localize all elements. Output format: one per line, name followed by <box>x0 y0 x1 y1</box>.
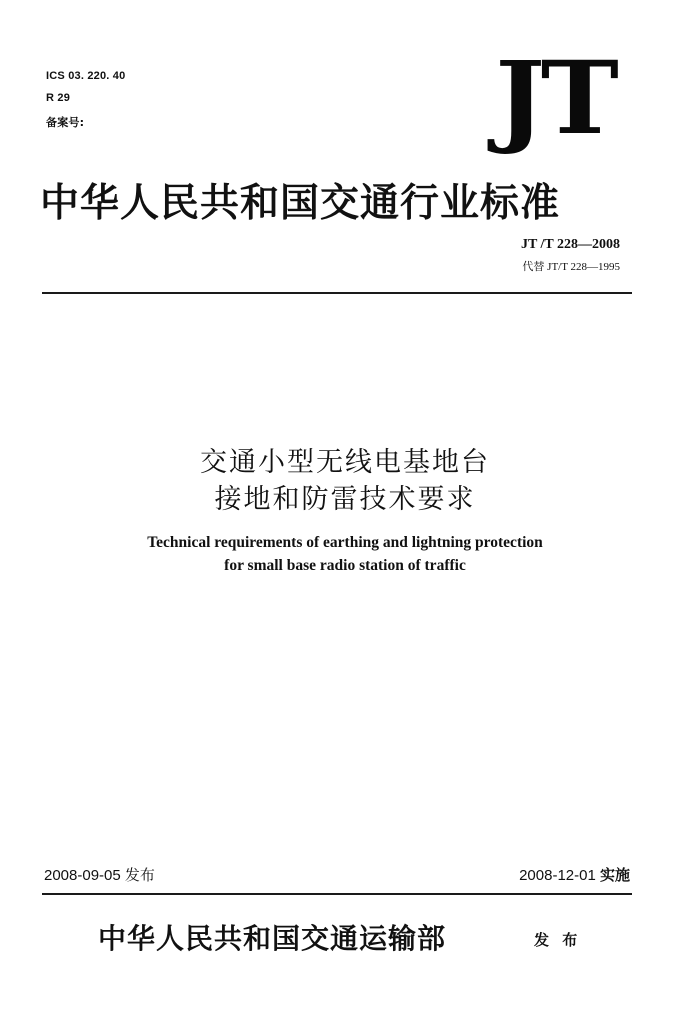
header-title: 中华人民共和国交通行业标准 <box>40 180 561 226</box>
bottom-divider <box>42 893 632 895</box>
title-zh-line2: 接地和防雷技术要求 <box>214 484 476 515</box>
issue-date-value: 2008-09-05 <box>44 867 121 884</box>
issue-label: 发布 <box>124 866 155 884</box>
ics-code: ICS 03. 220. 40 <box>46 70 126 82</box>
top-divider <box>42 292 632 294</box>
implement-date-value: 2008-12-01 <box>519 867 596 884</box>
issue-date <box>44 864 155 885</box>
title-en-line2: for small base radio station of traffic <box>224 557 466 574</box>
record-number-label: 备案号: <box>46 116 85 129</box>
standard-number: JT /T 228—2008 <box>520 237 620 252</box>
title-en-line1: Technical requirements of earthing and lightning protection <box>147 534 543 551</box>
publish-label: 发 布 <box>534 931 582 949</box>
implement-label: 实施 <box>599 866 630 884</box>
replaces-standard: 代替 JT/T 228—1995 <box>522 261 620 273</box>
publisher-name: 中华人民共和国交通运输部 <box>98 922 447 955</box>
jt-logo: JT <box>495 39 615 157</box>
implement-date <box>519 864 630 885</box>
title-zh-line1: 交通小型无线电基地台 <box>200 447 490 478</box>
classification-code: R 29 <box>46 92 71 104</box>
